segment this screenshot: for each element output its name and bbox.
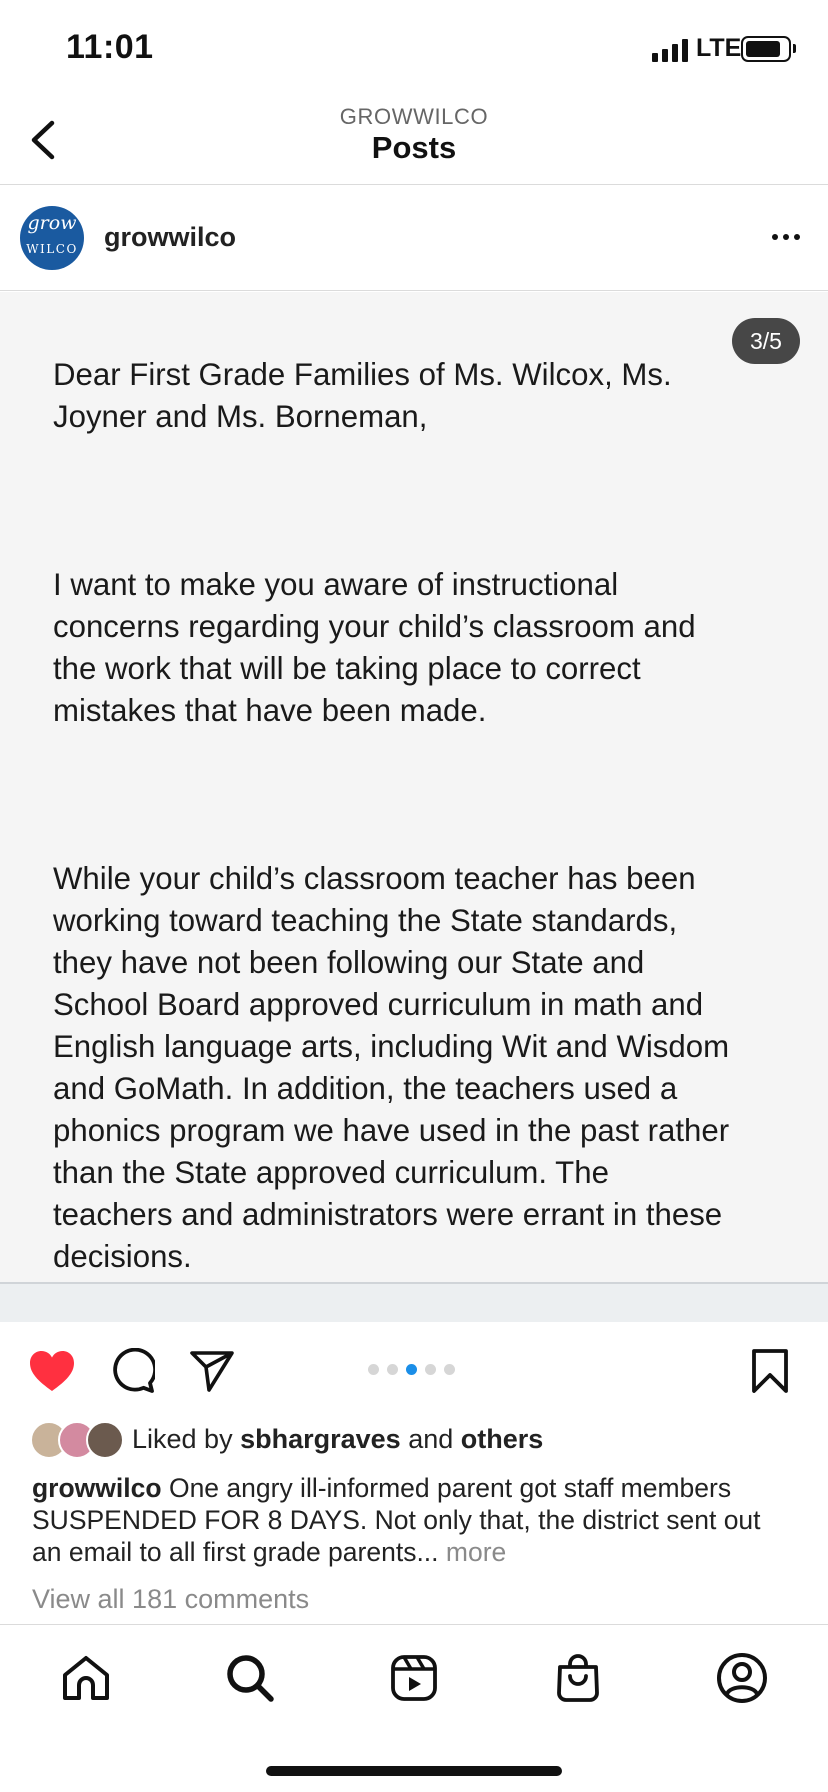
caption-text: One angry ill-informed parent got staff members SUSPENDED FOR 8 DAYS. Not only that, the district sent out an email to all first grade parents... <box>32 1473 761 1567</box>
share-button[interactable] <box>186 1346 238 1396</box>
post-options-button[interactable] <box>766 222 806 252</box>
shopping-bag-icon <box>555 1653 601 1703</box>
bookmark-icon <box>751 1348 789 1394</box>
carousel-dot <box>368 1364 379 1375</box>
tab-home[interactable] <box>50 1646 122 1710</box>
caption-more-link[interactable]: more <box>445 1537 507 1567</box>
letter-text <box>53 312 793 1322</box>
carousel-dot <box>444 1364 455 1375</box>
battery-icon <box>741 36 791 62</box>
letter-paragraph: While your child’s classroom teacher has been working toward teaching the State standards, they have not been following our State and School Board approved curriculum in math and English language arts, including Wit and Wisdom and GoMath. In addition, the teachers used a phonics program we have used in the past rather than the State approved curriculum. The teachers and administrators were errant in these decisions. <box>53 861 730 1274</box>
signal-icon <box>652 38 688 62</box>
tab-reels[interactable] <box>378 1646 450 1710</box>
send-icon <box>189 1349 235 1393</box>
comment-button[interactable] <box>106 1346 158 1396</box>
reels-icon <box>390 1654 438 1702</box>
letter-paragraph: Dear First Grade Families of Ms. Wilcox, Ms. Joyner and Ms. Borneman, <box>53 357 672 434</box>
tab-profile[interactable] <box>706 1646 778 1710</box>
avatar[interactable] <box>20 206 84 270</box>
ellipsis-icon <box>772 234 778 240</box>
liker-avatar <box>86 1421 124 1459</box>
avatar-logo-script: grow <box>27 212 77 234</box>
header-divider <box>0 184 828 185</box>
search-icon <box>225 1653 275 1703</box>
post-username[interactable]: growwilco <box>104 222 237 252</box>
likes-others-link[interactable]: others <box>460 1424 544 1454</box>
letter-paragraph: I want to make you aware of instructional concerns regarding your child’s classroom and the work that will be taking place to correct mistakes that have been made. <box>53 567 696 728</box>
view-comments-link[interactable]: View all 181 comments <box>32 1584 310 1614</box>
page-title: Posts <box>371 130 457 165</box>
battery-tip <box>793 44 796 53</box>
carousel-dot <box>425 1364 436 1375</box>
carousel-dots <box>368 1364 455 1375</box>
carousel-page-badge: 3/5 <box>732 318 800 364</box>
likes-joiner: and <box>408 1424 454 1454</box>
likes-summary[interactable] <box>132 1424 543 1455</box>
carousel-dot <box>406 1364 417 1375</box>
image-bottom-strip <box>0 1282 828 1322</box>
network-type: LTE <box>696 34 742 62</box>
avatar-logo-text: WILCO <box>26 242 78 256</box>
home-icon <box>61 1654 111 1702</box>
status-time: 11:01 <box>66 28 154 66</box>
tab-search[interactable] <box>214 1646 286 1710</box>
header-subtitle: GROWWILCO <box>339 104 489 129</box>
profile-icon <box>716 1652 768 1704</box>
home-indicator[interactable] <box>266 1766 562 1776</box>
heart-filled-icon <box>28 1349 76 1393</box>
post-image[interactable] <box>0 292 828 1322</box>
save-button[interactable] <box>744 1344 796 1398</box>
comment-icon <box>109 1348 155 1394</box>
liker-username[interactable]: sbhargraves <box>240 1424 401 1454</box>
post-header-divider <box>0 290 828 291</box>
post-caption <box>32 1472 792 1568</box>
tab-bar-divider <box>0 1624 828 1625</box>
caption-username[interactable]: growwilco <box>32 1473 162 1503</box>
like-button[interactable] <box>24 1346 80 1396</box>
likes-prefix: Liked by <box>132 1424 233 1454</box>
image-bottom-line <box>0 1282 828 1284</box>
carousel-dot <box>387 1364 398 1375</box>
tab-shop[interactable] <box>542 1646 614 1710</box>
